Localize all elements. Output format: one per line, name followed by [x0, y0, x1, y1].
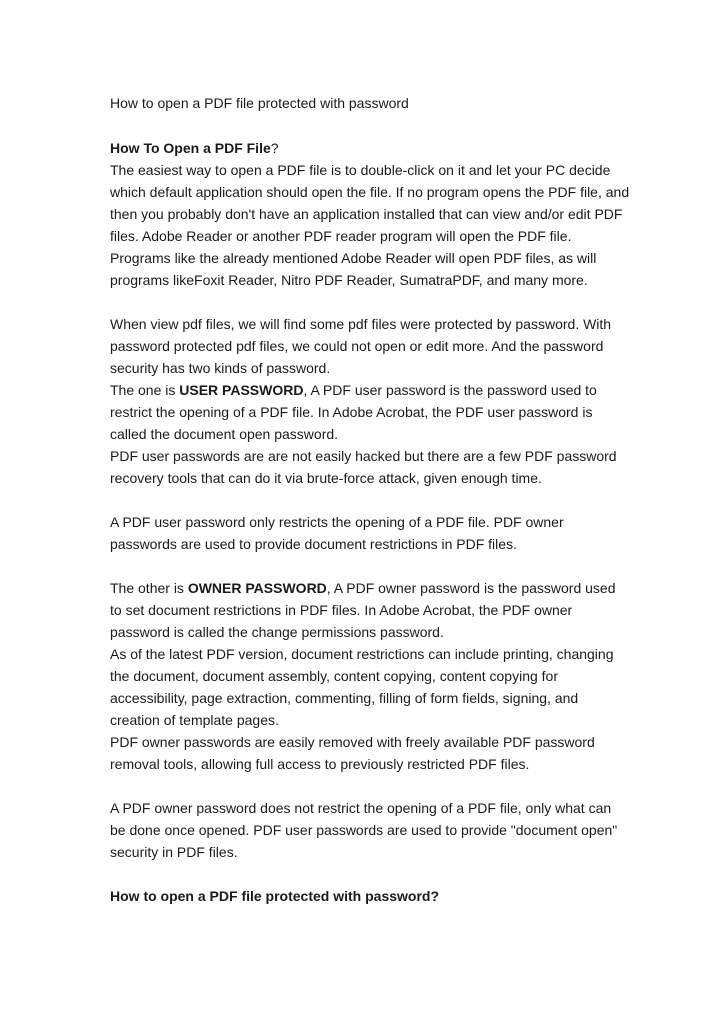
user-password-prefix: The one is	[110, 382, 180, 398]
closing-heading-text: How to open a PDF file protected with password?	[110, 888, 440, 904]
closing-heading	[110, 885, 630, 907]
user-password-text: , A PDF user password is the password used to restrict the opening of a PDF file. In Adobe Acrobat, the PDF user password is called the document open password.	[110, 382, 597, 442]
paragraph-user-password-hack: PDF user passwords are are not easily hacked but there are a few PDF password recovery tools that can do it via brute-force attack, given enough time.	[110, 448, 617, 486]
section-heading-suffix: ?	[270, 140, 279, 156]
paragraph-owner-removal: PDF owner passwords are easily removed with freely available PDF password removal tools, allowing full access to previously restricted PDF files.	[110, 734, 595, 772]
spacer	[110, 863, 630, 885]
section-heading-open-pdf	[110, 137, 630, 159]
paragraph-owner-summary: A PDF owner password does not restrict the opening of a PDF file, only what can be done once opened. PDF user passwords are used to provide "document open" security in PDF files.	[110, 800, 618, 860]
section-heading-bold-text: How To Open a PDF File	[110, 140, 271, 156]
document-body	[110, 92, 630, 907]
spacer	[110, 114, 630, 137]
spacer	[110, 555, 630, 577]
owner-password-term: OWNER PASSWORD	[187, 580, 327, 596]
paragraph-restrictions: As of the latest PDF version, document restrictions can include printing, changing the document, document assembly, content copying, content copying for accessibility, page extraction, commenting, filling of form fields, signing, and creation of template pages.	[110, 646, 614, 728]
paragraph-owner-password	[110, 577, 630, 643]
user-password-term: USER PASSWORD	[179, 382, 304, 398]
spacer	[110, 775, 630, 797]
owner-password-text: , A PDF owner password is the password used to set document restrictions in PDF files. In Adobe Acrobat, the PDF owner password is called the change permissions password.	[110, 580, 616, 640]
paragraph-user-password	[110, 379, 630, 445]
spacer	[110, 489, 630, 511]
document-title: How to open a PDF file protected with password	[110, 95, 409, 111]
spacer	[110, 291, 630, 313]
paragraph-password-intro: When view pdf files, we will find some pdf files were protected by password. With password protected pdf files, we could not open or edit more. And the password security has two kinds of password.	[110, 316, 612, 376]
paragraph-user-vs-owner: A PDF user password only restricts the opening of a PDF file. PDF owner passwords are used to provide document restrictions in PDF files.	[110, 514, 564, 552]
owner-password-prefix: The other is	[110, 580, 188, 596]
paragraph-open-pdf: The easiest way to open a PDF file is to double-click on it and let your PC decide which default application should open the file. If no program opens the PDF file, and then you probably don't have an application installed that can view and/or edit PDF files. Adobe Reader or another PDF reader program will open the PDF file. Programs like the already mentioned Adobe Reader will open PDF files, as will programs likeFoxit Reader, Nitro PDF Reader, SumatraPDF, and many more.	[110, 162, 630, 288]
